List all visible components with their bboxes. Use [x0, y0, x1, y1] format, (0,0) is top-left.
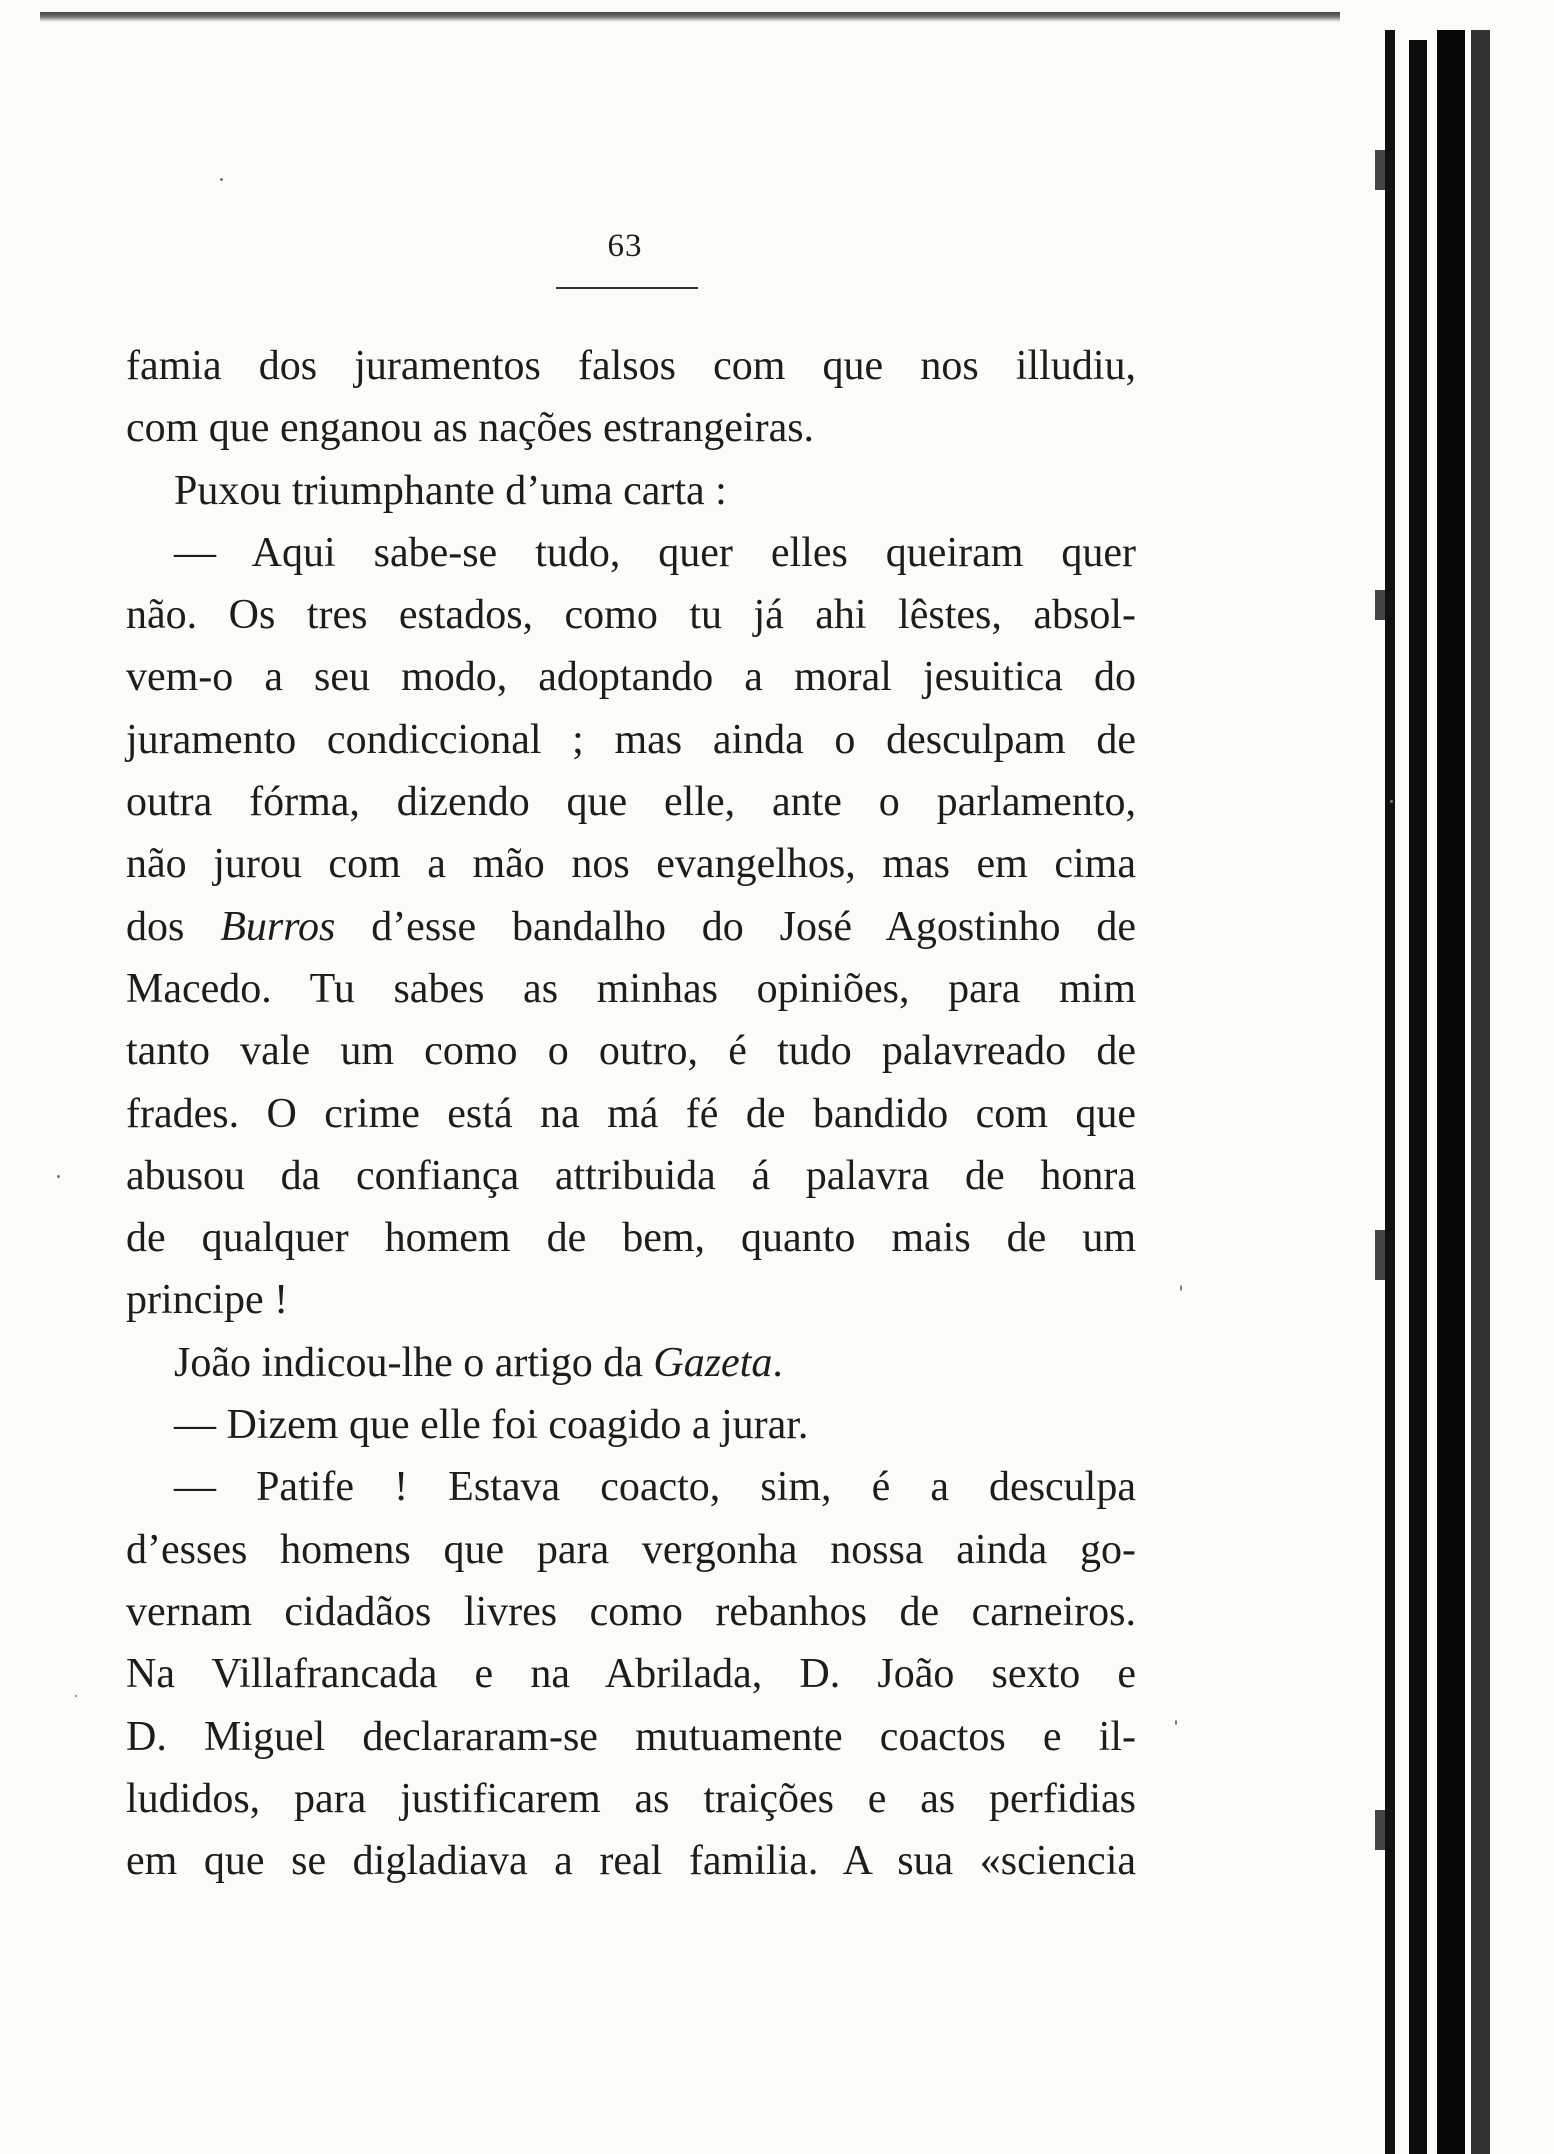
- page-number: 63: [607, 228, 643, 264]
- italic-title-gazeta: Gazeta: [653, 1339, 773, 1386]
- text-line: não jurou com a mão nos evangelhos, mas em cima: [126, 841, 1136, 888]
- text-line: Puxou triumphante d’uma carta :: [174, 467, 727, 514]
- text-line: ludidos, para justificarem as traições e as perfidias: [126, 1775, 1136, 1822]
- text-line: Na Villafrancada e na Abrilada, D. João sexto e: [126, 1651, 1136, 1698]
- text-line: tanto vale um como o outro, é tudo palavreado de: [126, 1028, 1136, 1075]
- text-line: dos Burros d’esse bandalho do José Agostinho de: [126, 903, 1136, 950]
- text-line: vernam cidadãos livres como rebanhos de carneiros.: [126, 1588, 1136, 1635]
- text-line: D. Miguel declararam-se mutuamente coactos e il-: [126, 1713, 1136, 1760]
- text-line: João indicou-lhe o artigo da Gazeta.: [174, 1339, 783, 1386]
- text-line: — Patife ! Estava coacto, sim, é a desculpa: [174, 1464, 1136, 1511]
- text-line: principe !: [126, 1277, 289, 1324]
- paper-speck: [220, 178, 223, 181]
- paper-speck: [57, 1175, 60, 1178]
- paper-speck: [1180, 1285, 1182, 1291]
- book-spine-edge: [1375, 30, 1490, 2154]
- text-line: com que enganou as nações estrangeiras.: [126, 405, 815, 452]
- text-line: de qualquer homem de bem, quanto mais de um: [126, 1215, 1136, 1262]
- page-number-rule: [556, 287, 698, 289]
- text-line: abusou da confiança attribuida á palavra de honra: [126, 1152, 1136, 1199]
- body-text: [126, 335, 1136, 1892]
- text-line: vem-o a seu modo, adoptando a moral jesuitica do: [126, 654, 1136, 701]
- text-line: juramento condiccional ; mas ainda o desculpam de: [126, 716, 1136, 763]
- page-top-edge-shadow: [40, 12, 1340, 22]
- text-line: famia dos juramentos falsos com que nos illudiu,: [126, 343, 1136, 389]
- text-line: d’esses homens que para vergonha nossa ainda go-: [126, 1526, 1136, 1573]
- text-line: não. Os tres estados, como tu já ahi lêstes, absol-: [126, 592, 1136, 639]
- text-line: Macedo. Tu sabes as minhas opiniões, para mim: [126, 965, 1136, 1012]
- paper-speck: [75, 1695, 77, 1697]
- text-line: outra fórma, dizendo que elle, ante o parlamento,: [126, 779, 1136, 826]
- paper-speck: [1390, 800, 1393, 803]
- text-line: — Aqui sabe-se tudo, quer elles queiram quer: [174, 529, 1136, 576]
- text-line: em que se digladiava a real familia. A sua «sciencia: [126, 1838, 1136, 1885]
- italic-title-burros: Burros: [220, 903, 336, 950]
- paper-speck: [1175, 1720, 1177, 1725]
- text-line: frades. O crime está na má fé de bandido com que: [126, 1090, 1136, 1137]
- text-line: — Dizem que elle foi coagido a jurar.: [174, 1402, 809, 1449]
